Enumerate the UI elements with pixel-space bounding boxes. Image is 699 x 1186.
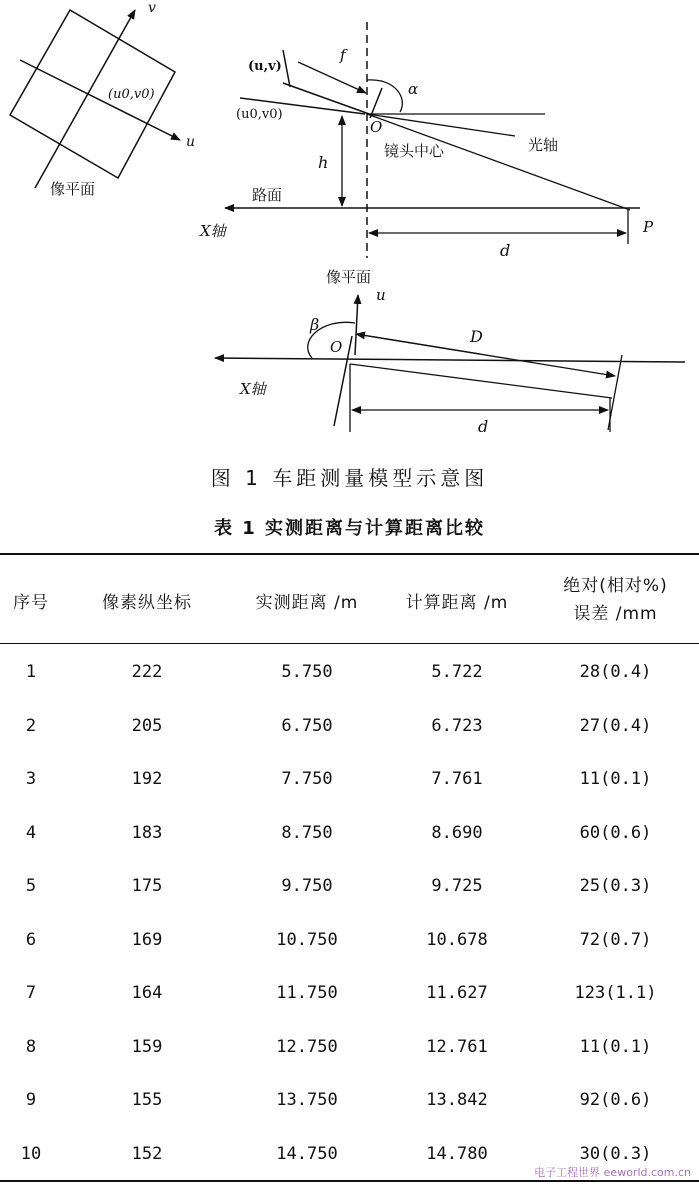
optical-axis-line [367, 114, 515, 136]
cell-measured: 8.750 [281, 822, 333, 843]
cell-measured: 10.750 [276, 929, 338, 950]
table-bottom-rule [0, 1180, 699, 1182]
distance-label-2: d [478, 417, 489, 436]
point-uv-label: (u,v) [248, 59, 282, 74]
cell-pixel: 192 [131, 769, 163, 789]
cell-error: 11(0.1) [579, 769, 652, 789]
image-plane-diagram [10, 0, 195, 198]
table-row [0, 859, 699, 913]
cell-index: 4 [25, 822, 37, 843]
cell-error: 11(0.1) [579, 1036, 652, 1057]
table-row [0, 752, 699, 806]
cell-error: 72(0.7) [579, 929, 652, 950]
focal-label: f [340, 46, 346, 64]
table-row [0, 1073, 699, 1127]
table-header [0, 558, 699, 642]
cell-calculated: 5.722 [431, 662, 483, 682]
height-label: h [318, 153, 329, 172]
figure-1-diagram [0, 0, 699, 460]
cell-measured: 12.750 [276, 1036, 338, 1057]
origin-label-2: O [330, 338, 343, 356]
table-row [0, 806, 699, 860]
optical-axis-label: 光轴 [528, 136, 559, 154]
cell-measured: 5.750 [281, 662, 333, 682]
cell-error: 25(0.3) [579, 876, 652, 896]
lens-center-label: 镜头中心 [384, 142, 445, 160]
center-point-label: (u0,v0) [108, 87, 155, 102]
cell-pixel: 205 [131, 715, 163, 736]
D-label: D [470, 327, 483, 346]
cell-calculated: 8.690 [431, 822, 483, 843]
cell-index: 10 [20, 1143, 42, 1164]
distance-label: d [500, 241, 511, 260]
cell-error: 60(0.6) [579, 822, 652, 843]
cell-error: 27(0.4) [579, 715, 652, 736]
table-mid-rule [0, 643, 699, 644]
table-caption: 表 1 实测距离与计算距离比较 [213, 518, 486, 539]
image-plane-line [283, 50, 290, 87]
cell-calculated: 14.780 [426, 1143, 488, 1164]
side-view-diagram [199, 22, 654, 286]
alpha-angle-arc [367, 80, 402, 112]
cell-measured: 13.750 [276, 1090, 338, 1110]
cell-measured: 6.750 [281, 715, 333, 736]
cell-index: 6 [25, 929, 37, 950]
figure-caption: 图 1 车距测量模型示意图 [210, 466, 489, 490]
point-p-label: P [643, 218, 654, 236]
header-index: 序号 [13, 592, 49, 613]
table-row [0, 966, 699, 1020]
x-axis-label-2: X轴 [240, 380, 266, 398]
v-axis-label: v [148, 0, 156, 16]
cell-error: 92(0.6) [579, 1090, 652, 1110]
table-row [0, 913, 699, 967]
cell-index: 5 [25, 876, 37, 896]
beta-label: β [310, 315, 320, 334]
u-axis-line-2 [355, 295, 358, 355]
header-measured: 实测距离 /m [255, 592, 359, 613]
cell-index: 1 [25, 662, 37, 682]
header-error [532, 572, 699, 628]
cell-index: 7 [25, 983, 37, 1003]
header-pixel: 像素纵坐标 [102, 592, 192, 613]
cell-measured: 14.750 [276, 1143, 338, 1164]
x-axis-line-2 [215, 358, 685, 362]
u-axis-label: u [186, 134, 196, 150]
table-row [0, 699, 699, 753]
cell-pixel: 159 [131, 1036, 163, 1057]
header-calculated: 计算距离 /m [405, 592, 509, 613]
image-plane-label-2: 像平面 [326, 268, 372, 286]
image-plane-label: 像平面 [50, 180, 96, 198]
cell-calculated: 9.725 [431, 876, 483, 896]
cell-error: 30(0.3) [579, 1143, 652, 1164]
cell-pixel: 155 [131, 1090, 163, 1110]
cell-index: 9 [25, 1090, 37, 1110]
cell-pixel: 169 [131, 929, 163, 950]
header-error-line2: 误差 /mm [573, 604, 658, 624]
table-top-rule [0, 553, 699, 555]
top-view-diagram [215, 286, 685, 436]
watermark: 电子工程世界 eeworld.com.cn [534, 1166, 691, 1179]
cell-calculated: 13.842 [426, 1090, 488, 1110]
cell-pixel: 183 [131, 822, 163, 843]
alpha-label: α [408, 80, 419, 98]
cell-measured: 11.750 [276, 983, 338, 1003]
cell-error: 28(0.4) [579, 662, 652, 682]
header-error-line1: 绝对(相对%) [563, 576, 668, 596]
cell-pixel: 164 [131, 983, 163, 1003]
cell-pixel: 175 [131, 876, 163, 896]
origin-label: O [370, 118, 383, 136]
cell-measured: 9.750 [281, 876, 333, 896]
cell-calculated: 12.761 [426, 1036, 488, 1057]
cell-calculated: 10.678 [426, 929, 488, 950]
cell-error: 123(1.1) [574, 983, 657, 1003]
cell-calculated: 7.761 [431, 769, 483, 789]
cell-index: 3 [25, 769, 37, 789]
table-row [0, 645, 699, 699]
point-u0v0-label: (u0,v0) [236, 107, 283, 122]
cell-pixel: 152 [131, 1143, 163, 1164]
D-arrow-back [356, 334, 480, 354]
cell-index: 2 [25, 715, 37, 736]
focal-arrow [298, 62, 366, 93]
cell-calculated: 6.723 [431, 715, 483, 736]
ray-to-p [367, 114, 630, 210]
cell-pixel: 222 [131, 662, 163, 682]
cell-calculated: 11.627 [426, 983, 488, 1003]
cell-measured: 7.750 [281, 769, 333, 789]
cell-index: 8 [25, 1036, 37, 1057]
u-axis-label-2: u [376, 286, 386, 304]
road-label: 路面 [252, 186, 283, 204]
x-axis-label: X轴 [200, 222, 226, 240]
table-row [0, 1020, 699, 1074]
ray-to-uv [283, 83, 372, 115]
